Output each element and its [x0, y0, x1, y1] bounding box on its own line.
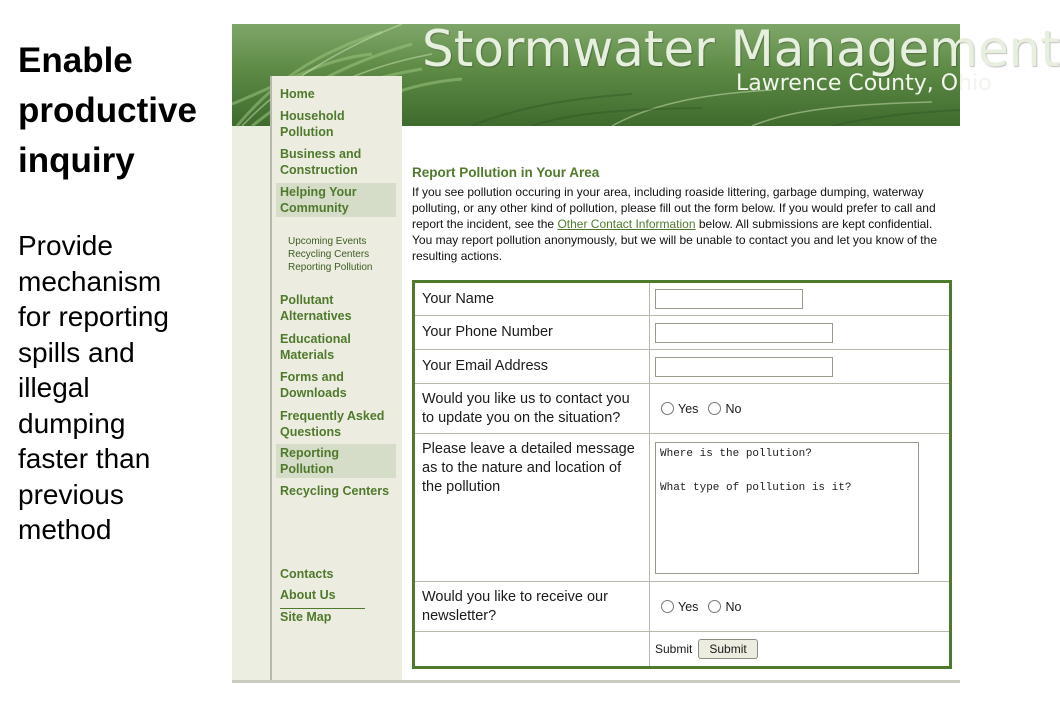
contact-no-radio[interactable] — [708, 402, 721, 415]
slide-title-line: productive — [18, 91, 197, 130]
form-row-contact — [414, 384, 951, 434]
nav-item-pollutant-alternatives[interactable]: Pollutant Alternatives — [280, 293, 352, 323]
newsletter-yes-radio[interactable] — [661, 600, 674, 613]
message-line: What type of pollution is it? — [660, 481, 852, 494]
slide-body-line: illegal — [18, 372, 90, 403]
form-row-submit — [414, 632, 951, 668]
message-label: Please leave a detailed message as to the nature and location of the pollution — [414, 434, 650, 582]
message-line: Where is the pollution? — [660, 447, 812, 460]
slide-body — [18, 228, 230, 548]
slide-title-line: Enable — [18, 41, 133, 80]
subnav-item-reporting-pollution[interactable]: Reporting Pollution — [288, 262, 373, 273]
slide-body-line: faster than — [18, 443, 151, 474]
message-textarea[interactable] — [655, 442, 919, 574]
nav-item-faq[interactable]: Frequently Asked Questions — [280, 409, 385, 439]
slide-body-line: Provide — [18, 230, 113, 261]
slide-body-line: mechanism — [18, 265, 162, 297]
nav-item-household-pollution[interactable]: Household Pollution — [280, 109, 345, 139]
phone-input[interactable] — [655, 323, 833, 343]
other-contact-info-link[interactable]: Other Contact Information — [557, 217, 696, 231]
nav-item-contacts[interactable]: Contacts — [280, 567, 334, 581]
nav-item-business-and-construction[interactable]: Business and Construction — [280, 147, 362, 177]
subnav-item-upcoming-events[interactable]: Upcoming Events — [288, 236, 367, 247]
newsletter-cell — [650, 582, 951, 632]
form-row-newsletter — [414, 582, 951, 632]
contact-no-label: No — [725, 401, 742, 416]
newsletter-yes-label: Yes — [678, 599, 699, 614]
message-cell — [650, 434, 951, 582]
intro-text: below. All submissions are kept confidential. You may report pollution anonymously, but we will be unable to contact you and let you know of the resulting actions. — [412, 217, 937, 263]
website-screenshot — [232, 20, 1060, 683]
report-intro — [412, 184, 947, 264]
slide-title-line: inquiry — [18, 141, 135, 180]
newsletter-no-radio[interactable] — [708, 600, 721, 613]
form-row-message — [414, 434, 951, 582]
contact-yes-radio[interactable] — [661, 402, 674, 415]
phone-cell — [650, 316, 951, 350]
nav-item-about-us[interactable]: About Us — [280, 588, 336, 602]
submit-label: Submit — [655, 642, 693, 656]
slide-body-line: spills and — [18, 336, 135, 368]
form-row-name — [414, 282, 951, 316]
intro-text: If you see pollution occuring in your area, including roaside littering, garbage dumping, waterway polluting, or any other kind of pollution, please fill out the form below. If you would prefer to call and report the incident, see the — [412, 185, 936, 231]
contact-cell — [650, 384, 951, 434]
slide-body-line: dumping — [18, 407, 126, 439]
submit-spacer — [414, 632, 650, 668]
slide-body-line: method — [18, 514, 112, 545]
submit-cell — [650, 632, 951, 668]
sidebar-nav — [270, 76, 402, 680]
name-label: Your Name — [414, 282, 650, 316]
slide-body-line: previous — [18, 478, 124, 510]
site-title: Stormwater Management — [422, 20, 1060, 78]
slide-title — [18, 36, 238, 186]
nav-item-reporting-pollution[interactable]: Reporting Pollution — [276, 444, 396, 478]
message-line — [660, 463, 914, 480]
pollution-report-form — [412, 280, 952, 669]
nav-item-helping-your-community[interactable]: Helping Your Community — [276, 183, 396, 217]
report-title: Report Pollution in Your Area — [412, 165, 600, 180]
newsletter-no-label: No — [725, 599, 742, 614]
form-row-email — [414, 350, 951, 384]
nav-item-site-map[interactable]: Site Map — [280, 610, 332, 624]
contact-question: Would you like us to contact you to update you on the situation? — [414, 384, 650, 434]
nav-item-recycling-centers[interactable]: Recycling Centers — [280, 484, 390, 498]
name-input[interactable] — [655, 289, 803, 309]
submit-button[interactable]: Submit — [698, 639, 757, 659]
phone-label: Your Phone Number — [414, 316, 650, 350]
name-cell — [650, 282, 951, 316]
contact-yes-label: Yes — [678, 401, 699, 416]
nav-item-forms-and-downloads[interactable]: Forms and Downloads — [280, 370, 347, 400]
email-label: Your Email Address — [414, 350, 650, 384]
newsletter-question: Would you like to receive our newsletter? — [414, 582, 650, 632]
form-row-phone — [414, 316, 951, 350]
nav-item-educational-materials[interactable]: Educational Materials — [280, 332, 351, 362]
slide-body-line: for reporting — [18, 301, 169, 332]
subnav-item-recycling-centers[interactable]: Recycling Centers — [288, 249, 370, 260]
email-cell — [650, 350, 951, 384]
email-input[interactable] — [655, 357, 833, 377]
nav-item-home[interactable]: Home — [280, 87, 315, 101]
site-subtitle: Lawrence County, Ohio — [736, 71, 992, 96]
